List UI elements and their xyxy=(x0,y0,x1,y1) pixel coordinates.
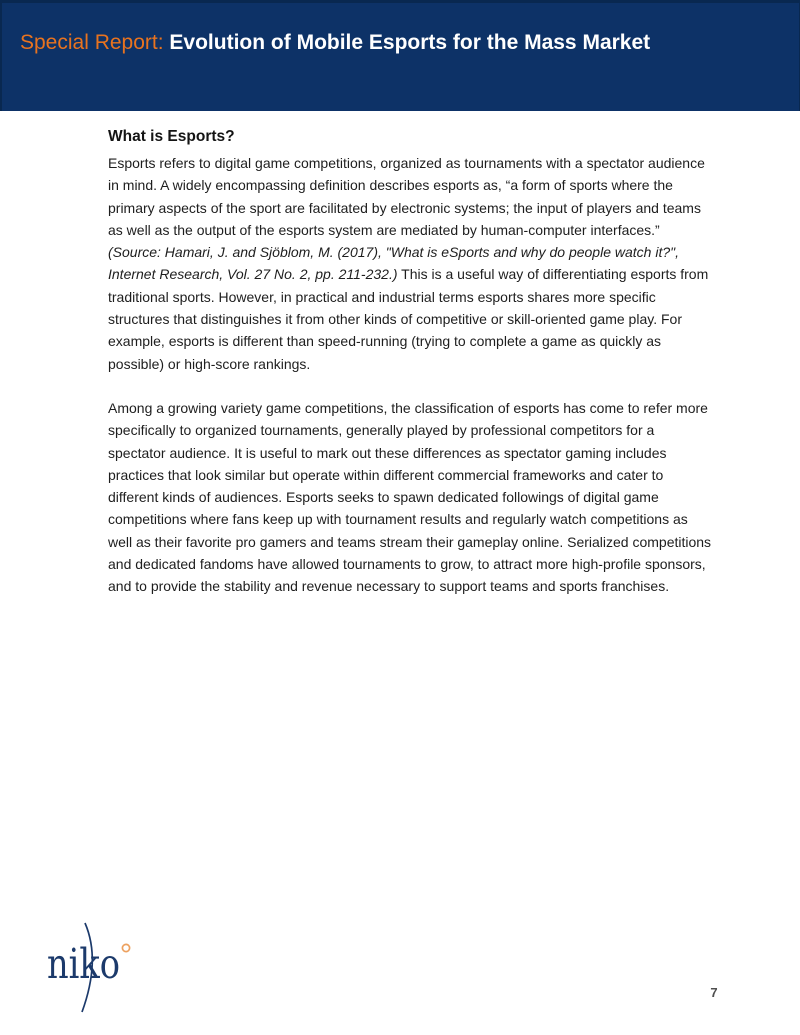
logo-wordmark: niko xyxy=(47,940,120,988)
header-band xyxy=(0,0,800,111)
page-number: 7 xyxy=(710,985,718,1000)
source-citation: (Source: Hamari, J. and Sjöblom, M. (2017), "What is eSports and why do people watch it?", Internet Research, Vol. 27 No. 2, pp. 211-232.) xyxy=(108,244,679,283)
report-type-label: Special Report: xyxy=(20,31,170,54)
report-title: Evolution of Mobile Esports for the Mass Market xyxy=(169,31,651,54)
paragraph-definition xyxy=(108,152,714,375)
logo-ring-icon xyxy=(122,944,129,951)
header-title-line xyxy=(20,29,799,57)
paragraph-definition-text: Esports refers to digital game competitions, organized as tournaments with a spectator audience in mind. A widely encompassing definition describes esports as, “a form of sports where the primary aspects of the sport are facilitated by electronic systems; the input of players and teams as well as the output of the esports system are mediated by human-computer interfaces.” xyxy=(108,155,705,238)
document-body xyxy=(108,127,714,620)
niko-logo xyxy=(44,898,154,1020)
paragraph-classification: Among a growing variety game competitions, the classification of esports has come to refer more specifically to organized tournaments, generally played by professional competitors for a spectator audience. It is useful to mark out these differences as spectator gaming includes practices that look similar but operate within different commercial frameworks and cater to different kinds of audiences. Esports seeks to spawn dedicated followings of digital game competitions where fans keep up with tournament results and regularly watch competitions as well as their favorite pro gamers and teams stream their gameplay online. Serialized competitions and dedicated fandoms have allowed tournaments to grow, to attract more high-profile sponsors, and to provide the stability and revenue necessary to support teams and sports franchises. xyxy=(108,399,712,595)
paragraph-definition-continued: This is a useful way of differentiating esports from traditional sports. However, in practical and industrial terms esports shares more specific structures that distinguishes it from other kinds of competitive or skill-oriented game play. For example, esports is different than speed-running (trying to complete a game as quickly as possible) or high-score rankings. xyxy=(108,266,709,372)
section-heading: What is Esports? xyxy=(108,128,235,145)
